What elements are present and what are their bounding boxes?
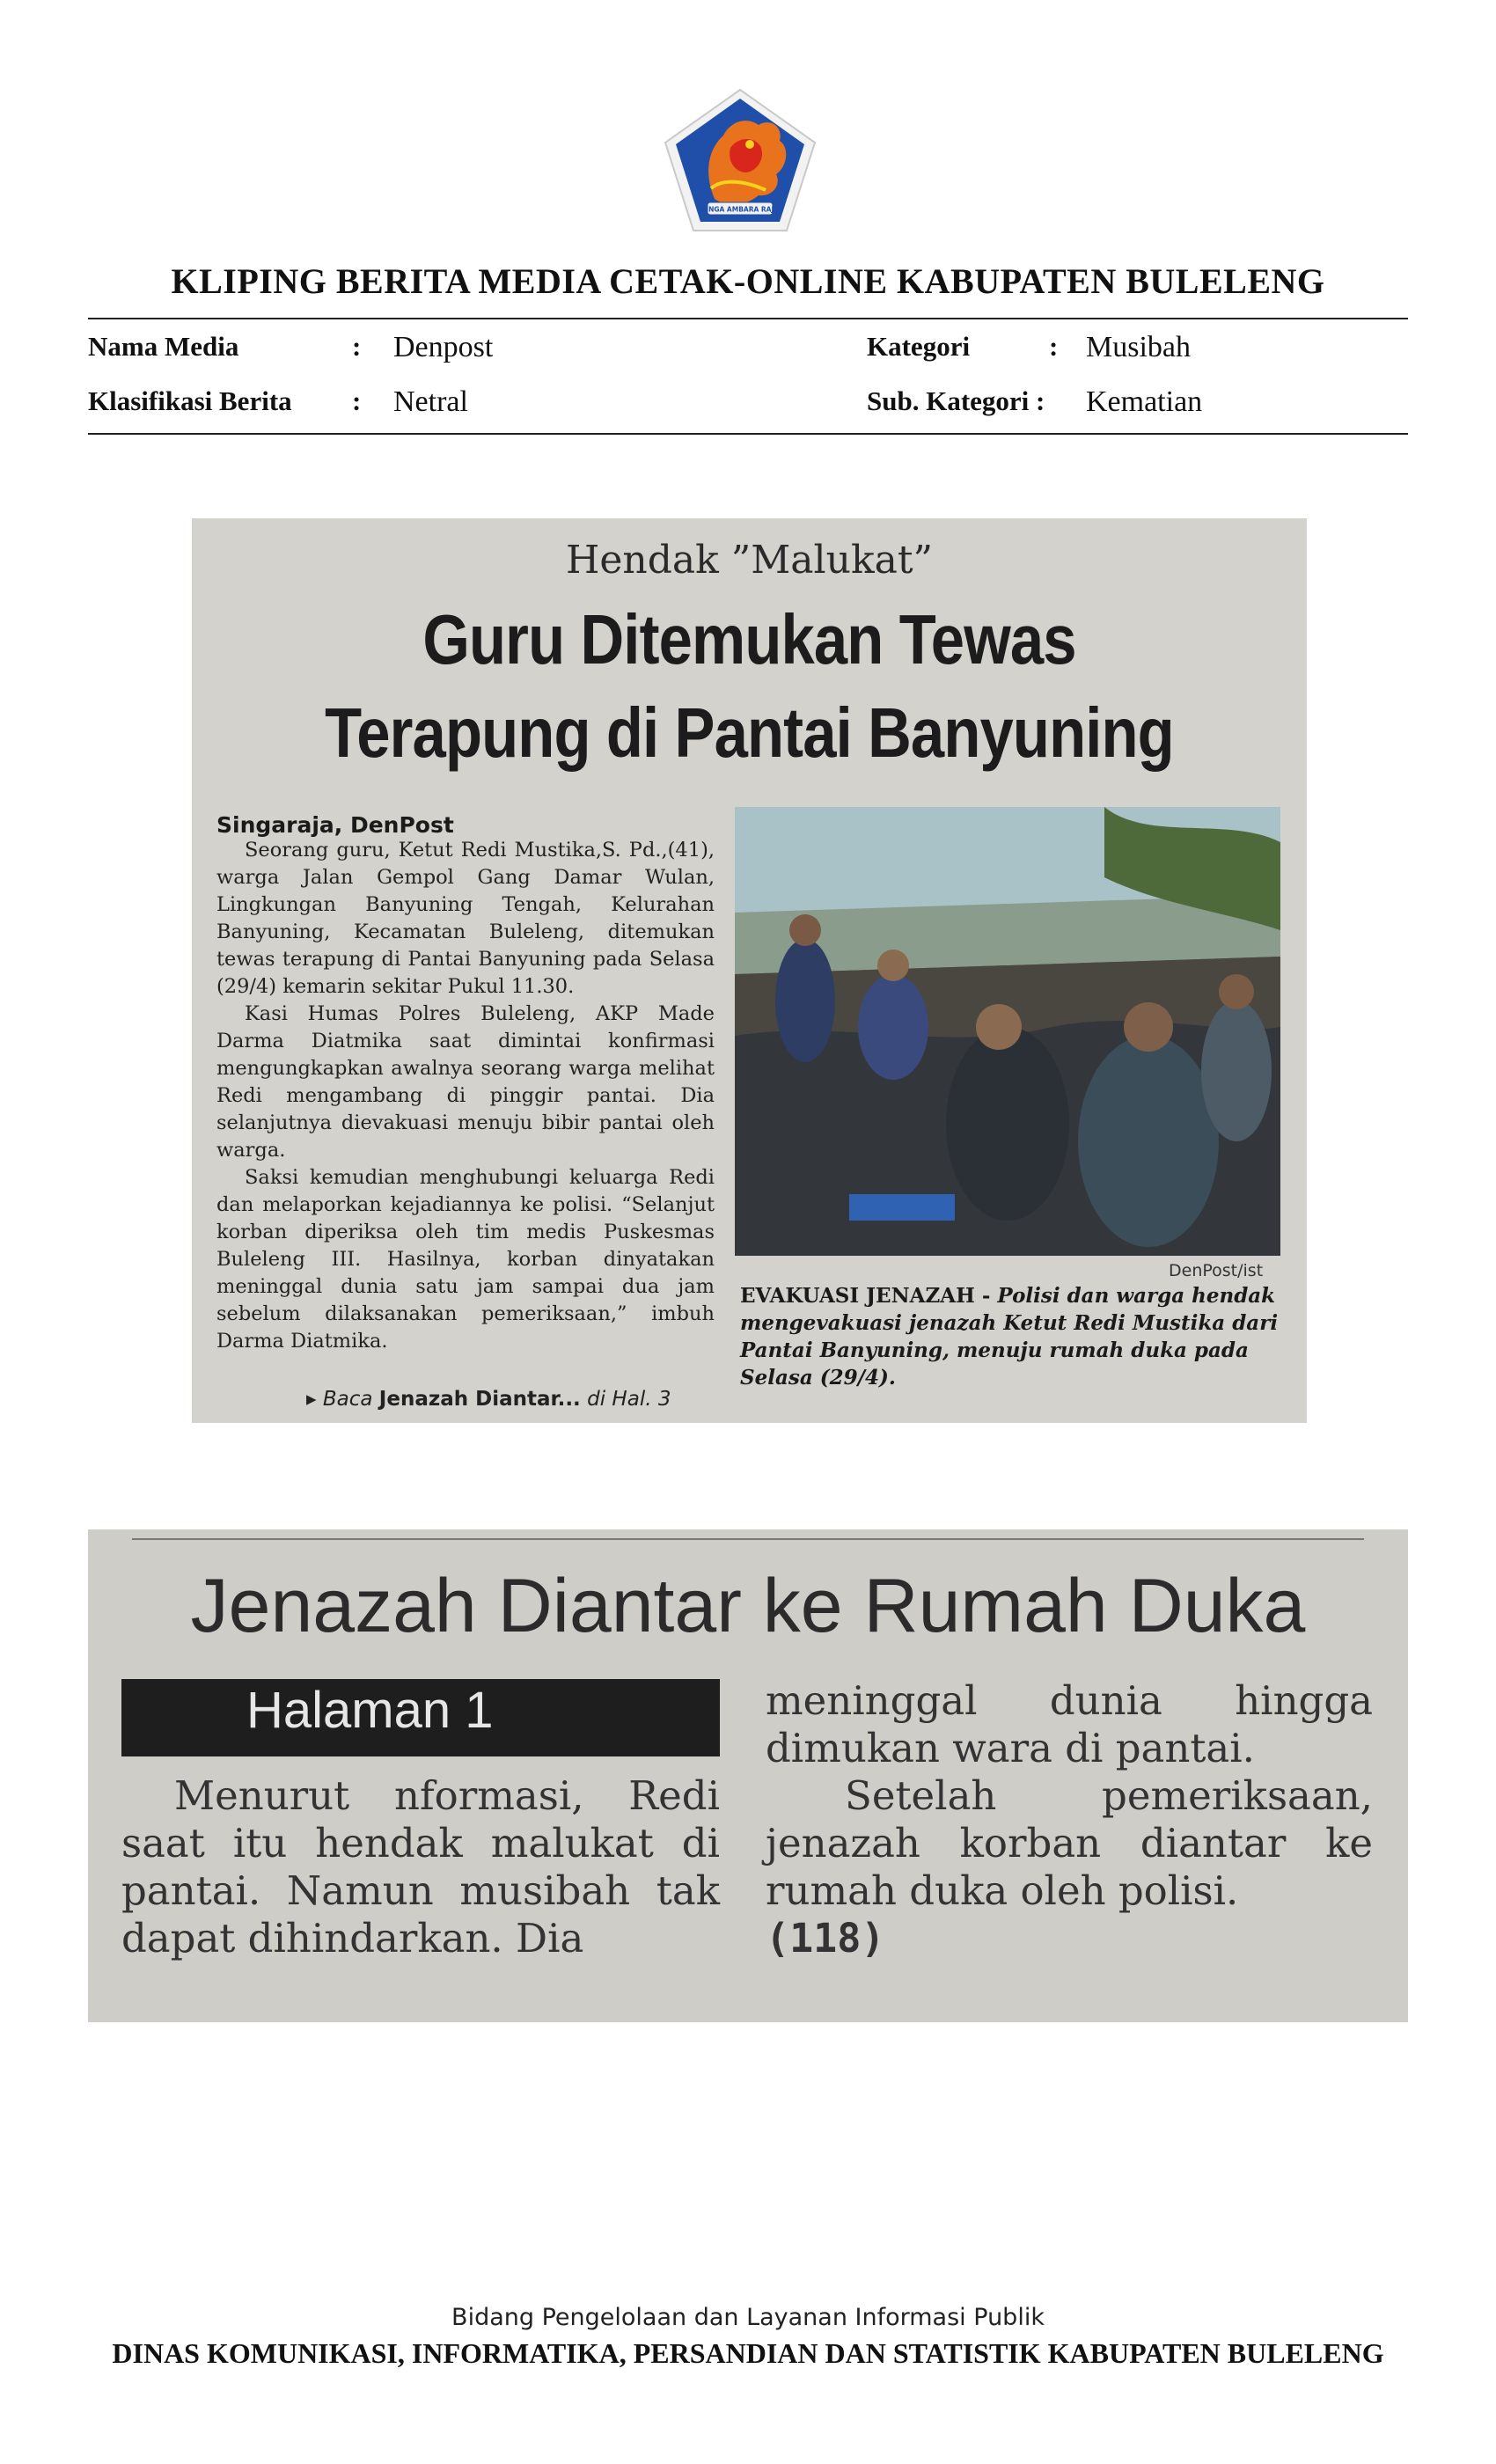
clipping-top-rule bbox=[132, 1538, 1364, 1540]
klasifikasi-colon: : bbox=[352, 385, 362, 416]
footer-agency: DINAS KOMUNIKASI, INFORMATIKA, PERSANDIAN DAN STATISTIK KABUPATEN BULELENG bbox=[112, 2337, 1384, 2369]
article-paragraph: Saksi kemudian menghubungi keluarga Redi dan melaporkan kejadiannya ke polisi. “Selanjut korban diperiksa oleh tim medis Puskesmas Buleleng III. Hasilnya, korban dinyatakan meninggal dunia satu jam sampai dua jam sebelum dilaksanakan pemeriksaan,” imbuh Darma Diatmika. bbox=[216, 1166, 715, 1353]
kategori-colon: : bbox=[1049, 331, 1059, 362]
baca-prefix: Baca bbox=[322, 1388, 373, 1411]
reporter-code: (118) bbox=[766, 1915, 885, 1962]
page-title: KLIPING BERITA MEDIA CETAK-ONLINE KABUPATEN BULELENG bbox=[171, 261, 1325, 301]
article-headline-line2: Terapung di Pantai Banyuning bbox=[325, 693, 1174, 772]
footer-division: Bidang Pengelolaan dan Layanan Informasi Publik bbox=[451, 2304, 1045, 2331]
caption-lead: EVAKUASI JENAZAH - bbox=[740, 1284, 991, 1308]
article-paragraph: Kasi Humas Polres Buleleng, AKP Made Darma Diatmika saat dimintai konfirmasi mengungkapkan awalnya seorang warga melihat Redi mengambang di pinggir pantai. Dia selanjutnya dievakuasi menuju bibir pantai oleh warga. bbox=[216, 1002, 715, 1162]
klasifikasi-label: Klasifikasi Berita bbox=[88, 385, 292, 416]
play-arrow-icon: ▸ bbox=[306, 1388, 317, 1411]
header-bottom-rule bbox=[88, 433, 1408, 435]
continuation-right-column bbox=[766, 1677, 1373, 1962]
buleleng-coat-of-arms-logo bbox=[662, 86, 818, 234]
sub-kategori-label: Sub. Kategori : bbox=[867, 385, 1045, 416]
article-paragraph: Seorang guru, Ketut Redi Mustika,S. Pd.,(41), warga Jalan Gempol Gang Damar Wulan, Lingkungan Banyuning Tengah, Kelurahan Banyuning, Kecamatan Buleleng, ditemukan tewas terapung di Pantai Banyuning pada Selasa (29/4) kemarin sekitar Pukul 11.30. bbox=[216, 839, 715, 998]
article-kicker: Hendak ”Malukat” bbox=[565, 538, 934, 583]
baca-title: Jenazah Diantar... bbox=[378, 1388, 581, 1411]
nama-media-label: Nama Media bbox=[88, 331, 239, 362]
article-body bbox=[216, 837, 715, 1355]
nama-media-colon: : bbox=[352, 331, 362, 362]
newspaper-clipping-front-page bbox=[192, 518, 1307, 1423]
halaman-label: Halaman 1 bbox=[246, 1682, 494, 1739]
evacuation-news-photo bbox=[735, 807, 1280, 1256]
klasifikasi-value: Netral bbox=[393, 385, 468, 418]
photo-credit: DenPost/ist bbox=[1169, 1261, 1264, 1280]
baca-suffix: di Hal. 3 bbox=[587, 1388, 671, 1411]
continuation-right-text1: meninggal dunia hingga dimukan wara di pantai. bbox=[766, 1677, 1373, 1771]
continuation-right-text2: Setelah pemeriksaan, jenazah korban diantar ke rumah duka oleh polisi. bbox=[766, 1772, 1373, 1914]
continuation-title: Jenazah Diantar ke Rumah Duka bbox=[190, 1564, 1306, 1648]
header-top-rule bbox=[88, 318, 1408, 319]
article-dateline: Singaraja, DenPost bbox=[216, 812, 454, 838]
logo-motto-text: SINGA AMBARA RAJA bbox=[700, 205, 780, 214]
continued-reference bbox=[306, 1388, 671, 1411]
continuation-left-column bbox=[121, 1772, 720, 1962]
sub-kategori-value: Kematian bbox=[1086, 385, 1203, 418]
nama-media-value: Denpost bbox=[393, 331, 494, 363]
continuation-left-text: Menurut nformasi, Redi saat itu hendak malukat di pantai. Namun musibah tak dapat dihindarkan. Dia bbox=[121, 1772, 720, 1962]
newspaper-clipping-continuation bbox=[88, 1529, 1408, 2022]
kategori-value: Musibah bbox=[1086, 331, 1191, 363]
kategori-label: Kategori bbox=[867, 331, 971, 362]
article-headline-line1: Guru Ditemukan Tewas bbox=[422, 600, 1076, 678]
caption-text: Polisi dan warga hendak mengevakuasi jenazah Ketut Redi Mustika dari Pantai Banyuning, menuju rumah duka pada Selasa (29/4). bbox=[740, 1284, 1279, 1390]
photo-caption bbox=[740, 1282, 1286, 1391]
